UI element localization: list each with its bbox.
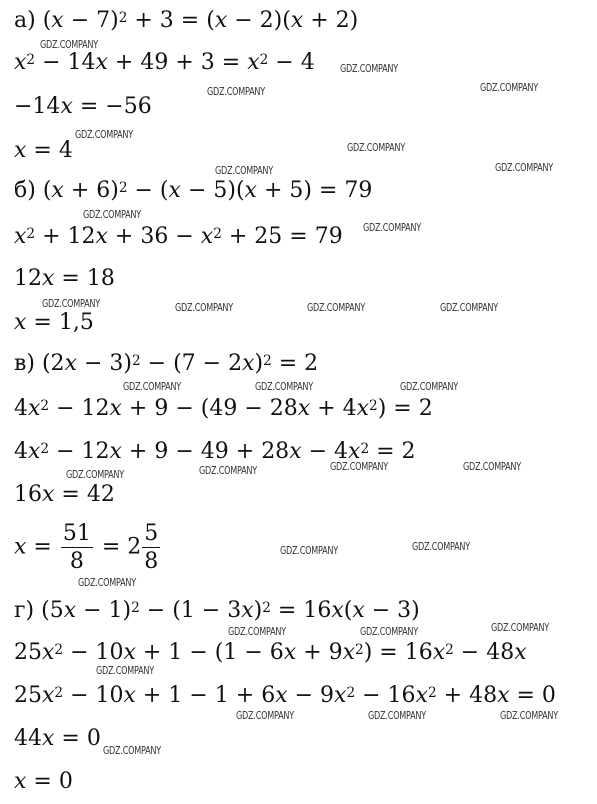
watermark: GDZ.COMPANY [83, 208, 141, 221]
watermark: GDZ.COMPANY [307, 301, 365, 314]
watermark: GDZ.COMPANY [78, 576, 136, 589]
equation-b-statement [14, 180, 372, 202]
part-v-label: в) [14, 351, 35, 376]
equation-a-result: x = 4 [14, 138, 73, 163]
watermark: GDZ.COMPANY [491, 621, 549, 634]
watermark: GDZ.COMPANY [236, 709, 294, 722]
equation-b-result: x = 1,5 [14, 310, 94, 335]
watermark: GDZ.COMPANY [215, 164, 273, 177]
part-a-label: а) [14, 8, 36, 33]
fraction-51-8 [61, 522, 93, 573]
fraction-denominator: 8 [144, 549, 159, 575]
watermark: GDZ.COMPANY [175, 301, 233, 314]
equation-b-line-2: $x^2 + 12x + 36 - x^2 + 25 = 79$ [14, 224, 343, 249]
watermark: GDZ.COMPANY [440, 301, 498, 314]
fraction-5-8 [142, 522, 160, 573]
watermark: GDZ.COMPANY [207, 85, 265, 98]
watermark: GDZ.COMPANY [75, 128, 133, 141]
equation-g-line-3: $25x^2 - 10x + 1 - 1 + 6x - 9x^2 - 16x^2 + 48x = 0$ [14, 683, 556, 708]
part-g-label: г) [14, 598, 35, 623]
watermark: GDZ.COMPANY [368, 709, 426, 722]
equation-b-line-3: 12x = 18 [14, 266, 115, 291]
watermark: GDZ.COMPANY [228, 625, 286, 638]
equation-v-line-2: $4x^2 - 12x + 9 - (49 - 28x + 4x^2) = 2$ [14, 396, 433, 421]
watermark: GDZ.COMPANY [412, 540, 470, 553]
equation-b-line-1: $(x + 6)^2 - (x - 5)(x + 5) = 79$ [42, 178, 373, 203]
fraction-numerator: 51 [62, 521, 91, 546]
watermark: GDZ.COMPANY [280, 544, 338, 557]
equation-g-line-4: 44x = 0 [14, 726, 101, 751]
equation-g-line-1: $(5x - 1)^2 - (1 - 3x)^2 = 16x(x - 3)$ [41, 598, 420, 623]
mixed-number-whole: 2 [127, 534, 142, 560]
watermark: GDZ.COMPANY [480, 81, 538, 94]
equation-g-result: x = 0 [14, 769, 73, 794]
equation-v-line-3: $4x^2 - 12x + 9 - 49 + 28x - 4x^2 = 2$ [14, 439, 416, 464]
watermark: GDZ.COMPANY [400, 380, 458, 393]
watermark: GDZ.COMPANY [340, 62, 398, 75]
watermark: GDZ.COMPANY [42, 297, 100, 310]
watermark: GDZ.COMPANY [495, 161, 553, 174]
watermark: GDZ.COMPANY [103, 744, 161, 757]
watermark: GDZ.COMPANY [330, 460, 388, 473]
watermark: GDZ.COMPANY [96, 664, 154, 677]
fraction-numerator: 5 [144, 521, 159, 546]
watermark: GDZ.COMPANY [66, 468, 124, 481]
equation-v-line-1: $(2x - 3)^2 - (7 - 2x)^2 = 2$ [41, 351, 319, 376]
watermark: GDZ.COMPANY [40, 38, 98, 51]
watermark: GDZ.COMPANY [347, 141, 405, 154]
equation-a-statement [14, 10, 358, 32]
equation-a-line-2: $x^2 - 14x + 49 + 3 = x^2 - 4$ [14, 50, 315, 75]
equation-v-result: x = $\frac{51}{8}$ = 2 $\frac{5}{8}$ [14, 521, 159, 575]
equation-g-line-2: $25x^2 - 10x + 1 - (1 - 6x + 9x^2) = 16x^2 - 48x$ [14, 640, 527, 665]
equation-a-line-1: $(x - 7)^2 + 3 = (x - 2)(x + 2)$ [42, 8, 359, 33]
equation-v-line-4: 16x = 42 [14, 482, 115, 507]
watermark: GDZ.COMPANY [199, 464, 257, 477]
watermark: GDZ.COMPANY [123, 380, 181, 393]
watermark: GDZ.COMPANY [363, 221, 421, 234]
fraction-denominator: 8 [69, 549, 84, 575]
watermark: GDZ.COMPANY [463, 460, 521, 473]
watermark: GDZ.COMPANY [500, 709, 558, 722]
equation-a-line-3: −14x = −56 [14, 94, 152, 119]
equation-g-statement [14, 600, 420, 622]
watermark: GDZ.COMPANY [360, 625, 418, 638]
part-b-label: б) [14, 178, 36, 203]
watermark: GDZ.COMPANY [255, 380, 313, 393]
equation-v-statement [14, 353, 318, 375]
